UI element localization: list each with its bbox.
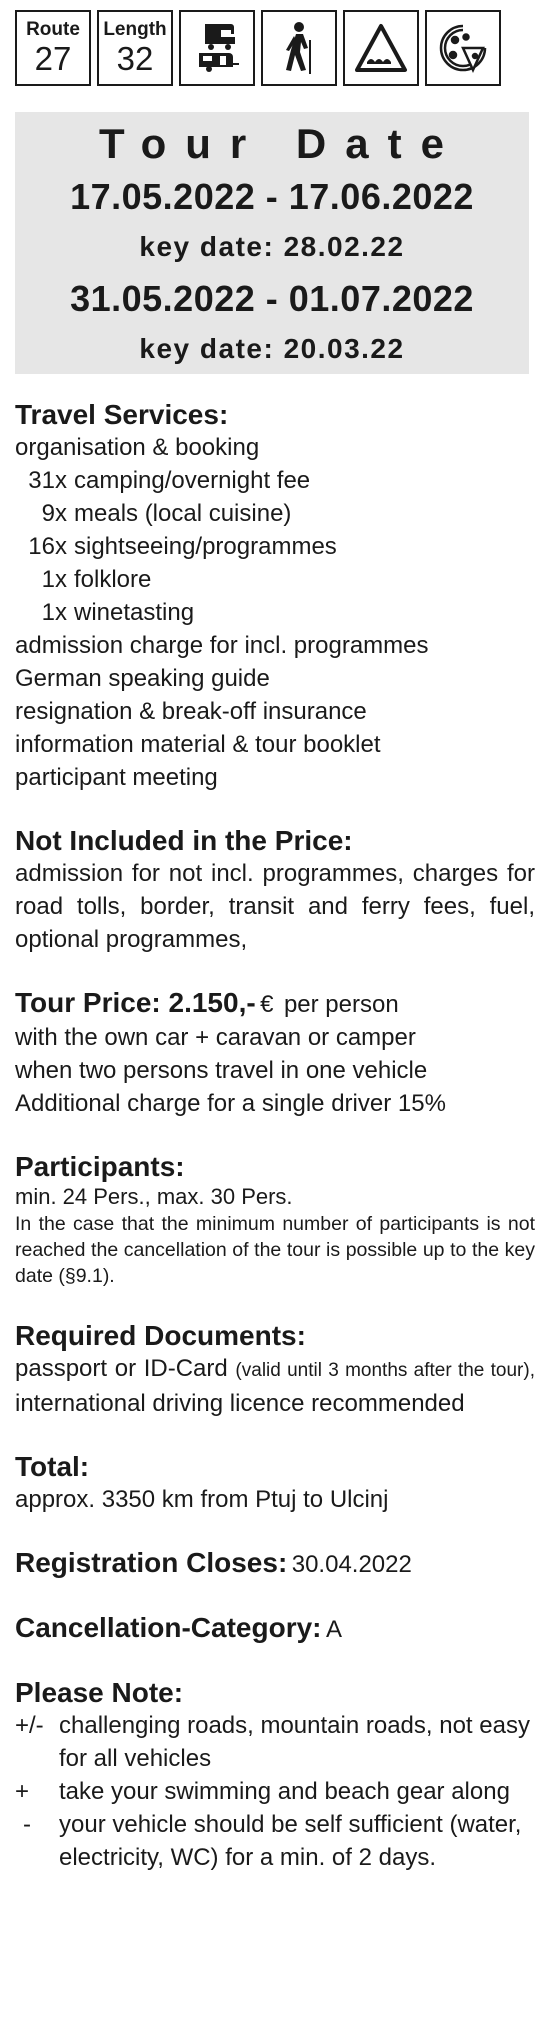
icon-row [15,10,501,86]
note-text: challenging roads, mountain roads, not easy for all vehicles [59,1712,530,1772]
service-item [15,464,535,497]
service-item [15,497,535,530]
not-included-heading: Not Included in the Price: [15,825,353,856]
tour-details [15,398,535,1874]
documents-text-b: (valid until 3 months after the tour), [235,1360,535,1381]
service-line: information material & tour booklet [15,731,381,758]
participants-note: In the case that the minimum number of participants is not reached the cancellation of the tour is possible up to the key date (§9.1). [15,1213,535,1287]
service-qty: 16x [28,533,67,560]
note-mark: - [23,1811,31,1838]
not-included-section [15,824,535,956]
service-qty: 9x [41,500,67,527]
service-text: sightseeing/programmes [74,533,337,560]
travel-services-section [15,398,535,794]
service-item [15,530,535,563]
price-unit: per person [283,991,399,1018]
service-text: camping/overnight fee [74,467,311,494]
camper-caravan-icon [179,10,255,86]
period-1-dates: 17.05.2022 - 17.06.2022 [70,176,474,217]
price-line: Additional charge for a single driver 15% [15,1090,446,1117]
route-label: Route [26,19,80,40]
tour-date-title: Tour Date [99,120,463,167]
documents-text-a: passport or ID-Card [15,1355,228,1382]
registration-heading: Registration Closes: [15,1547,288,1578]
service-line: German speaking guide [15,665,270,692]
route-box [15,10,91,86]
price-section [15,986,535,1120]
registration-section [15,1546,535,1581]
please-note-heading: Please Note: [15,1677,184,1708]
service-line: resignation & break-off insurance [15,698,367,725]
total-text: approx. 3350 km from Ptuj to Ulcinj [15,1486,389,1513]
price-currency: € [260,991,274,1018]
note-item [15,1808,535,1874]
travel-services-intro: organisation & booking [15,434,260,461]
note-mark: +/- [15,1712,44,1739]
note-text: your vehicle should be self sufficient (water, electricity, WC) for a min. of 2 days. [59,1811,522,1871]
route-number: 27 [34,40,72,77]
note-item [15,1775,535,1808]
note-item [15,1709,535,1775]
service-qty: 31x [28,467,67,494]
total-heading: Total: [15,1451,90,1482]
note-text: take your swimming and beach gear along [59,1778,510,1805]
not-included-text: admission for not incl. programmes, charges for road tolls, border, transit and ferry fees, fuel, optional programmes, [15,860,535,953]
road-bumps-warning-icon [343,10,419,86]
documents-heading: Required Documents: [15,1320,306,1351]
service-item [15,596,535,629]
period-1-key-date: key date: 28.02.22 [139,231,405,262]
total-section [15,1450,535,1516]
price-line: when two persons travel in one vehicle [15,1057,428,1084]
length-label: Length [103,19,167,40]
period-2-dates: 31.05.2022 - 01.07.2022 [70,278,474,319]
service-qty: 1x [41,566,67,593]
cancellation-value: A [325,1616,342,1643]
service-line: participant meeting [15,764,218,791]
travel-services-heading: Travel Services: [15,399,229,430]
service-text: folklore [74,566,152,593]
tour-date-panel [15,112,529,374]
participants-minmax: min. 24 Pers., max. 30 Pers. [15,1184,293,1209]
service-item [15,563,535,596]
documents-text-c: international driving licence recommended [15,1390,465,1417]
service-qty: 1x [41,599,67,626]
hiker-icon [261,10,337,86]
cancellation-heading: Cancellation-Category: [15,1612,322,1643]
participants-heading: Participants: [15,1151,185,1182]
service-text: meals (local cuisine) [74,500,292,527]
participants-section [15,1150,535,1289]
service-line: admission charge for incl. programmes [15,632,429,659]
cancellation-section [15,1611,535,1646]
period-2-key-date: key date: 20.03.22 [139,333,405,364]
note-mark: + [15,1778,30,1805]
price-line: with the own car + caravan or camper [15,1024,416,1051]
service-text: winetasting [74,599,195,626]
price-heading: Tour Price: 2.150,- [15,987,256,1018]
please-note-section [15,1676,535,1874]
documents-section [15,1319,535,1420]
pizza-icon [425,10,501,86]
length-number: 32 [116,40,154,77]
registration-date: 30.04.2022 [291,1551,412,1578]
length-box [97,10,173,86]
